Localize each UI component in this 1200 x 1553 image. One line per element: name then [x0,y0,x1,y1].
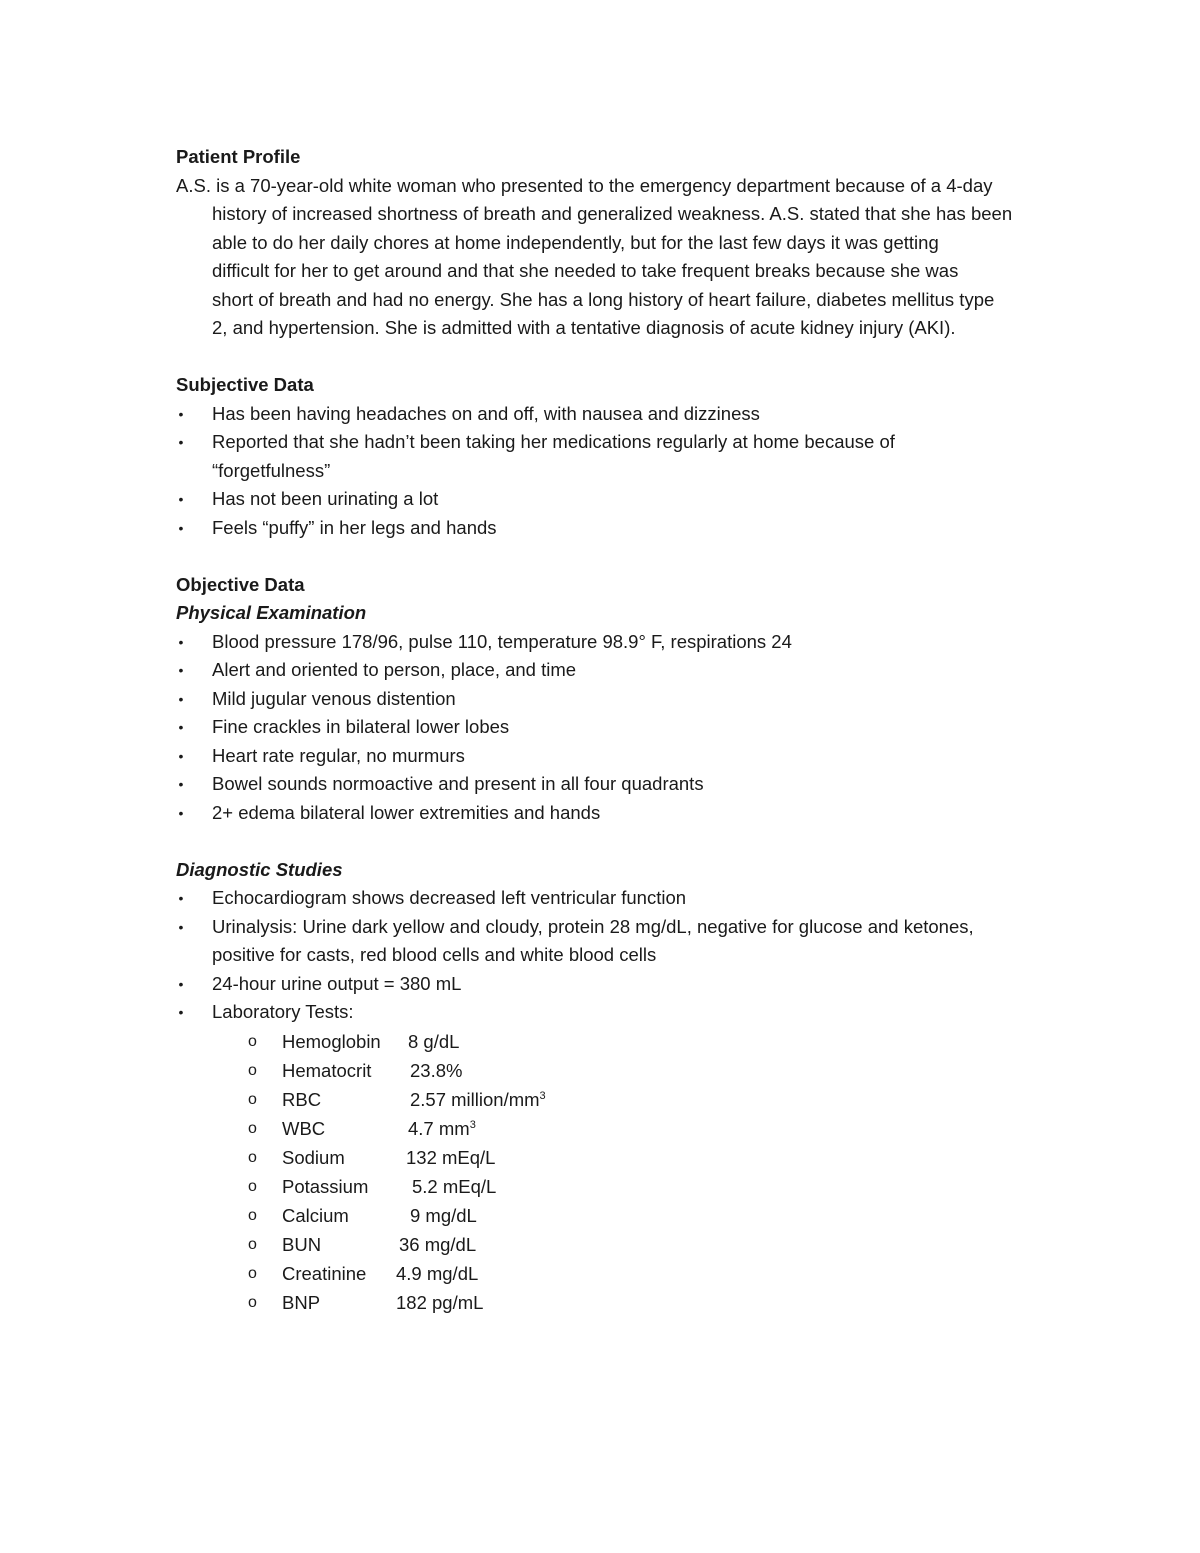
bullet-icon: • [178,890,184,906]
list-item-text: Reported that she hadn’t been taking her medications regularly at home because of [212,431,895,452]
lab-value: 9 mg/dL [410,1204,477,1226]
lab-row [176,1201,1076,1230]
sub-bullet-icon: o [248,1177,257,1195]
lab-row [176,1259,1076,1288]
bullet-icon: • [178,633,184,650]
bullet-icon: • [178,491,184,507]
lab-name: Sodium [282,1146,345,1168]
list-item-text: Mild jugular venous distention [212,687,456,709]
list-item-text: Urinalysis: Urine dark yellow and cloudy, protein 28 mg/dL, negative for glucose and ketones, [212,915,974,937]
sub-bullet-icon: o [248,1061,257,1079]
lab-value: 2.57 million/$mm^3$ [410,1088,546,1110]
sub-bullet-icon: o [248,1148,257,1166]
lab-row [176,1143,1076,1172]
physical-exam-heading: Physical Examination [176,602,367,623]
list-item-text: Echocardiogram shows decreased left ventricular function [212,887,687,908]
lab-name: Hematocrit [282,1059,372,1081]
bullet-icon: • [178,918,184,935]
list-item [176,884,1076,913]
bullet-icon: • [178,747,184,764]
list-item-text: Fine crackles in bilateral lower lobes [212,716,510,737]
patient-profile-first-line: A.S. is a 70-year-old white woman who presented to the emergency department because of a 4-day [176,174,993,196]
bullet-icon: • [178,804,184,821]
lab-value: 23.8% [410,1059,463,1081]
sub-bullet-icon: o [248,1206,257,1224]
lab-name: WBC [282,1117,326,1139]
bullet-icon: • [178,690,184,707]
lab-row [176,1172,1076,1201]
lab-name: Potassium [282,1175,369,1197]
lab-row [176,1230,1076,1259]
list-item [176,485,1076,514]
lab-tests-list [176,1027,1076,1317]
subjective-list [176,400,1076,543]
bullet-icon: • [178,434,184,450]
list-item-text: 24-hour urine output = 380 mL [212,972,462,994]
lab-name: RBC [282,1088,322,1110]
list-item [176,514,1076,543]
bullet-icon: • [178,519,184,536]
list-item-text: 2+ edema bilateral lower extremities and hands [212,801,601,823]
section-spacer [176,343,1076,372]
lab-value: 4.9 mg/dL [396,1262,479,1284]
bullet-icon: • [178,405,184,422]
list-item [176,428,1076,485]
bullet-icon: • [178,1004,184,1020]
list-item [176,628,1076,657]
patient-profile-line: history of increased shortness of breath and generalized weakness. A.S. stated that she has been [212,203,1013,224]
list-item-text: Feels “puffy” in her legs and hands [212,516,497,538]
lab-row [176,1114,1076,1143]
lab-name: BUN [282,1233,322,1255]
list-item-text: Alert and oriented to person, place, and time [212,659,577,680]
list-item-text: Has been having headaches on and off, with nausea and dizziness [212,402,760,424]
sub-bullet-icon: o [248,1090,257,1108]
list-item-text: Bowel sounds normoactive and present in all four quadrants [212,773,704,794]
list-item [176,713,1076,742]
sub-bullet-icon: o [248,1264,257,1282]
patient-profile-line: able to do her daily chores at home independently, but for the last few days it was getting [212,231,939,253]
list-item [176,770,1076,799]
list-item-text-continuation: positive for casts, red blood cells and white blood cells [212,944,657,965]
diagnostic-heading: Diagnostic Studies [176,858,343,880]
list-item [176,913,1076,970]
objective-heading: Objective Data [176,573,305,595]
list-item-text: Laboratory Tests: [212,1001,354,1022]
lab-row [176,1288,1076,1317]
lab-value: 4.7 $mm^3$ [408,1117,476,1139]
lab-value: 5.2 mEq/L [412,1175,497,1197]
physical-exam-list [176,628,1076,828]
list-item [176,799,1076,828]
list-item-text-continuation: “forgetfulness” [212,459,331,481]
patient-profile-heading: Patient Profile [176,146,301,167]
list-item [176,998,1076,1027]
diagnostic-list [176,884,1076,1027]
lab-value: 8 g/dL [408,1030,460,1052]
sub-bullet-icon: o [248,1119,257,1137]
lab-value: 132 mEq/L [406,1146,496,1168]
list-item [176,742,1076,771]
list-item [176,656,1076,685]
list-item-text: Blood pressure 178/96, pulse 110, temperature 98.9° F, respirations 24 [212,630,792,652]
list-item [176,970,1076,999]
patient-profile-line: short of breath and had no energy. She has a long history of heart failure, diabetes mellitus type [212,288,995,310]
bullet-icon: • [178,776,184,792]
bullet-icon: • [178,662,184,678]
list-item-text: Has not been urinating a lot [212,488,439,509]
lab-row [176,1085,1076,1114]
lab-name: Hemoglobin [282,1030,381,1052]
patient-profile-line: difficult for her to get around and that she needed to take frequent breaks because she was [212,260,959,281]
sub-bullet-icon: o [248,1032,257,1050]
lab-value: 182 pg/mL [396,1291,484,1313]
bullet-icon: • [178,975,184,992]
lab-row [176,1027,1076,1056]
section-spacer [176,827,1076,856]
bullet-icon: • [178,719,184,735]
lab-name: Calcium [282,1204,349,1226]
lab-name: BNP [282,1291,321,1313]
sub-bullet-icon: o [248,1235,257,1253]
subjective-heading: Subjective Data [176,374,314,395]
document-page [176,143,1076,1317]
list-item [176,400,1076,429]
patient-profile-line: 2, and hypertension. She is admitted with a tentative diagnosis of acute kidney injury (AKI). [212,317,956,338]
list-item-text: Heart rate regular, no murmurs [212,744,465,766]
sub-bullet-icon: o [248,1293,257,1311]
section-spacer [176,542,1076,571]
lab-row [176,1056,1076,1085]
lab-value: 36 mg/dL [399,1233,477,1255]
list-item [176,685,1076,714]
lab-name: Creatinine [282,1262,367,1284]
